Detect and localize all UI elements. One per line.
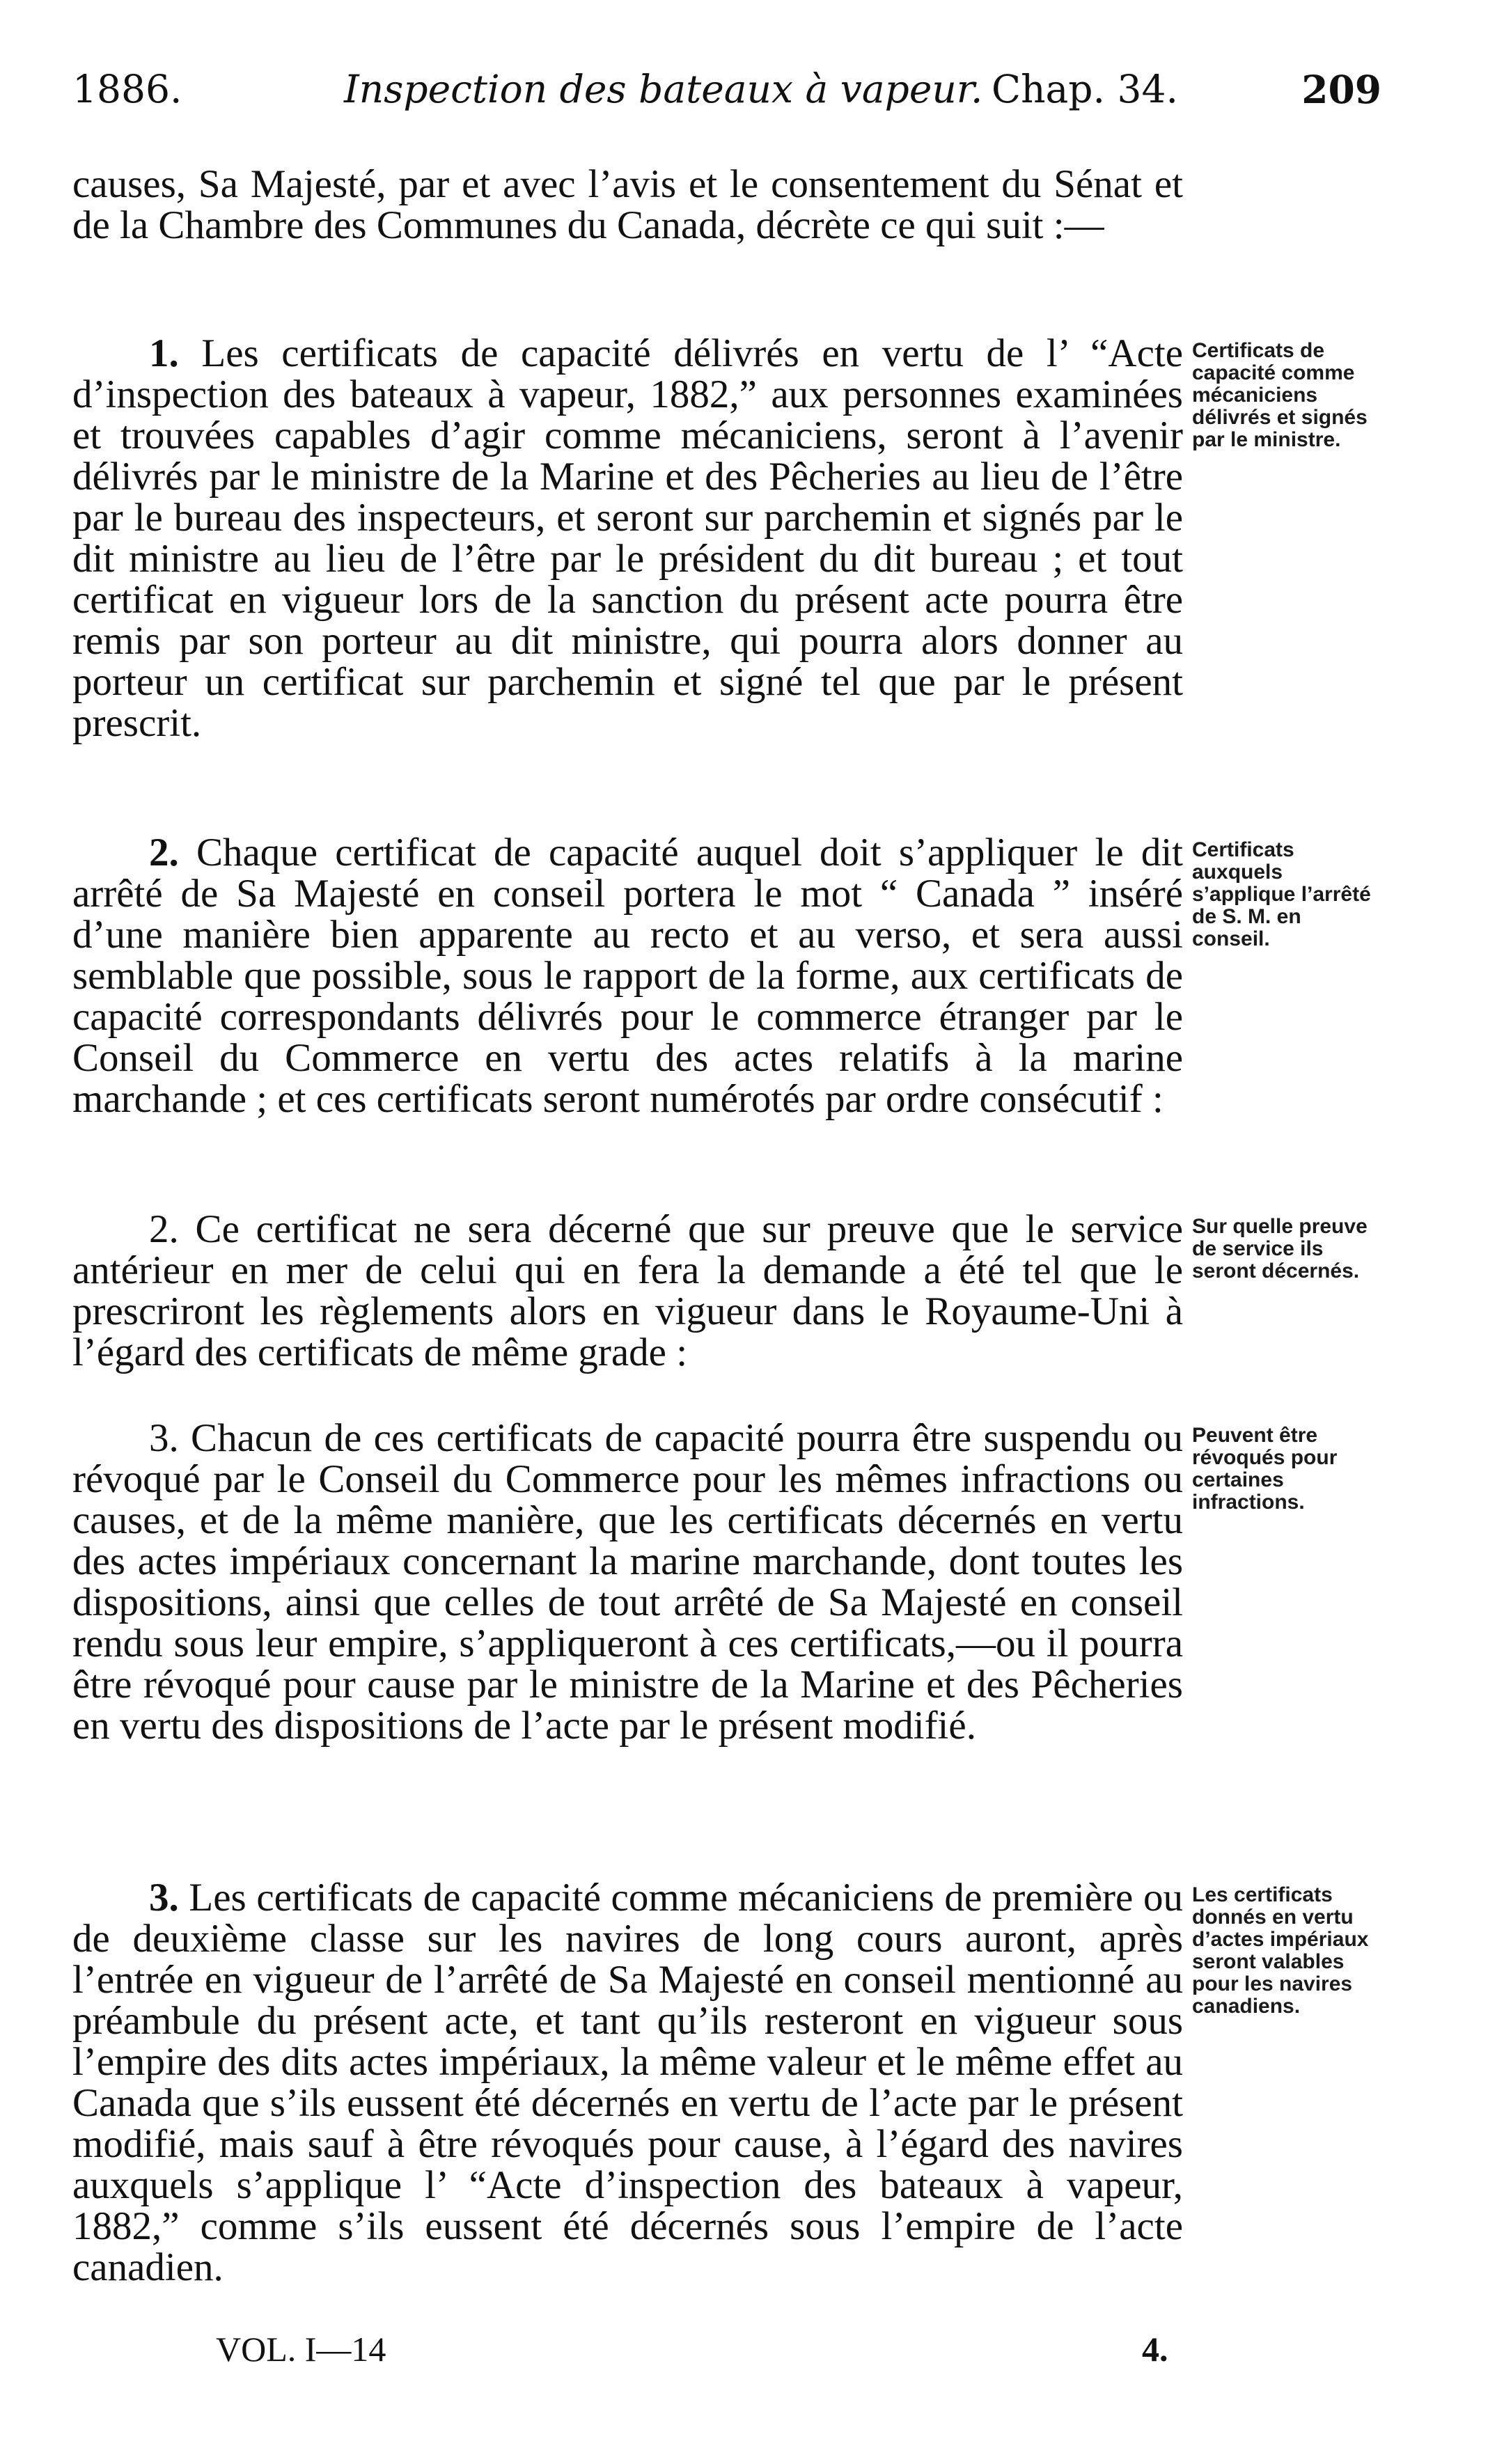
section-2-text: Chaque certificat de capacité auquel doit s’appliquer le dit arrêté de Sa Majesté en conseil portera le mot “ Canada ” inséré d’une manière bien apparente au recto et au verso, et sera aussi semblable que possible, sous le rapport de la forme, aux certificats de capacité correspondants délivrés pour le commerce étranger par le Conseil du Commerce en vertu des actes relatifs à la marine marchande ; et ces certificats seront numérotés par ordre consécutif : — [72, 831, 1183, 1121]
section-2-number: 2. — [149, 831, 179, 874]
intro-text: causes, Sa Majesté, par et avec l’avis et le consentement du Sénat et de la Chambre des Communes du Canada, décrète ce qui suit :— — [72, 162, 1183, 247]
section-1-paragraph — [72, 333, 1183, 744]
intro-paragraph — [72, 164, 1183, 246]
subsection-2 — [72, 1209, 1183, 1373]
section-2-paragraph — [72, 832, 1183, 1120]
margin-note-5: Les certificats donnés en vertu d’actes impériaux seront valables pour les navires canadiens. — [1192, 1883, 1369, 2018]
margin-note-1: Certificats de capacité comme mécaniciens délivrés et signés par le ministre. — [1192, 339, 1368, 451]
subsection-3-text: 3. Chacun de ces certificats de capacité pourra être suspendu ou révoqué par le Conseil du Commerce pour les mêmes infractions ou causes, et de la même manière, que les certificats décernés en vertu des actes impériaux concernant la marine marchande, dont toutes les dispositions, ainsi que celles de tout arrêté de Sa Majesté en conseil rendu sous leur empire, s’appliqueront à ces certificats,—ou il pourra être révoqué pour cause par le ministre de la Marine et des Pêcheries en vertu des dispositions de l’acte par le présent modifié. — [72, 1416, 1183, 1748]
section-3 — [72, 1877, 1183, 2288]
page-footer — [216, 2329, 1191, 2378]
subsection-3 — [72, 1418, 1183, 1746]
margin-note-3: Sur quelle preuve de service ils seront décernés. — [1192, 1215, 1368, 1282]
margin-note-2: Certificats auxquels s’applique l’arrêté de S. M. en conseil. — [1192, 838, 1371, 950]
section-3-text: Les certificats de capacité comme mécaniciens de première ou de deuxième classe sur les navires de long cours auront, après l’entrée en vigueur de l’arrêté de Sa Majesté en conseil mentionné au préambule du présent acte, et tant qu’ils resteront en vigueur sous l’empire des dits actes impériaux, la même valeur et le même effet au Canada que s’ils eussent été décernés en vertu de l’acte par le présent modifié, mais sauf à être révoqués pour cause, à l’égard des navires auxquels s’applique l’ “Acte d’inspection des bateaux à vapeur, 1882,” comme s’ils eussent été décernés sous l’empire de l’acte canadien. — [72, 1876, 1184, 2289]
header-title: Inspection des bateaux à vapeur. — [344, 67, 983, 111]
section-1 — [72, 333, 1183, 744]
margin-note-4: Peuvent être révoqués pour certaines infractions. — [1192, 1424, 1338, 1514]
header-year: 1886. — [72, 67, 182, 111]
section-1-text: Les certificats de capacité délivrés en vertu de l’ “Acte d’inspection des bateaux à vapeur, 1882,” aux personnes examinées et trouvées capables d’agir comme mécaniciens, seront à l’avenir délivrés par le ministre de la Marine et des Pêcheries au lieu de l’être par le bureau des inspecteurs, et seront sur parchemin et signés par le dit ministre au lieu de l’être par le président du dit bureau ; et tout certificat en vigueur lors de la sanction du présent acte pourra être remis par son porteur au dit ministre, qui pourra alors donner au porteur un certificat sur parchemin et signé tel que par le présent prescrit. — [72, 331, 1184, 745]
header-chapter: Chap. 34. — [992, 67, 1178, 111]
footer-volume: VOL. I—14 — [216, 2330, 386, 2369]
section-3-paragraph — [72, 1877, 1183, 2288]
page-number: 209 — [1301, 67, 1381, 112]
footer-signature: 4. — [1142, 2330, 1168, 2369]
running-header — [72, 67, 1381, 123]
section-2 — [72, 832, 1183, 1120]
subsection-2-text: 2. Ce certificat ne sera décerné que sur preuve que le service antérieur en mer de celui qui en fera la demande a été tel que le prescriront les règlements alors en vigueur dans le Royaume-Uni à l’égard des certificats de même grade : — [72, 1207, 1183, 1374]
section-1-number: 1. — [149, 331, 179, 375]
section-3-number: 3. — [149, 1876, 179, 1920]
